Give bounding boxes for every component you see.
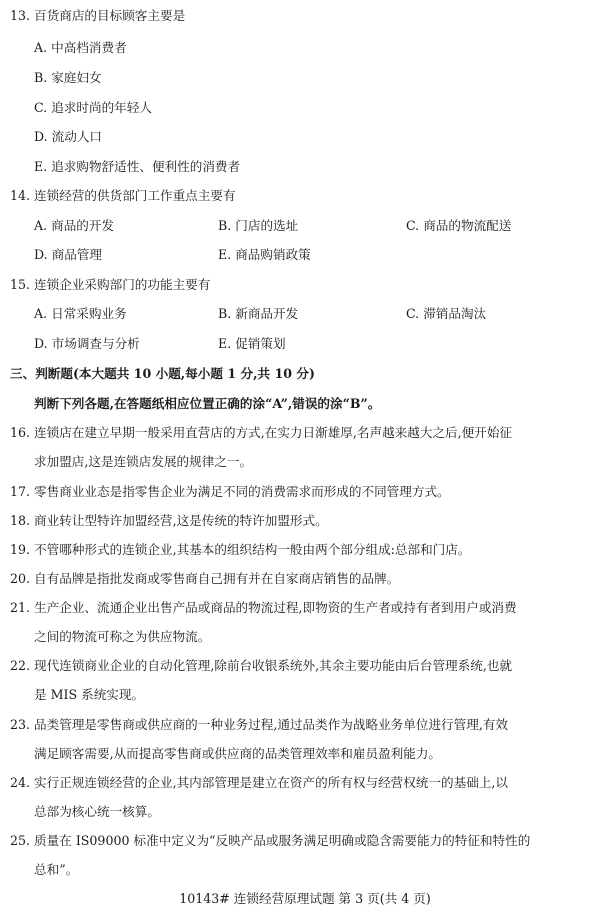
question-15-stem: 15. 连锁企业采购部门的功能主要有 [10,277,211,292]
question-25-line-1: 25. 质量在 IS09000 标准中定义为“反映产品或服务满足明确或隐含需要能力的特征和特性的 [10,833,531,848]
section-3-heading: 三、判断题(本大题共 10 小题,每小题 1 分,共 10 分) [10,366,315,381]
question-21-line-1: 21. 生产企业、流通企业出售产品或商品的物流过程,即物资的生产者或持有者到用户或消费 [10,600,517,615]
question-13-option-c: C. 追求时尚的年轻人 [34,100,152,115]
question-14-option-d: D. 商品管理 [34,247,103,262]
question-21-line-2: 之间的物流可称之为供应物流。 [34,629,211,644]
question-13-option-a: A. 中高档消费者 [34,40,127,55]
question-16-line-1: 16. 连锁店在建立早期一般采用直营店的方式,在实力日渐雄厚,名声越来越大之后,便开始征 [10,425,513,440]
question-14-option-b: B. 门店的选址 [218,218,299,233]
question-13-option-b: B. 家庭妇女 [34,70,102,85]
question-16-line-2: 求加盟店,这是连锁店发展的规律之一。 [34,454,253,469]
question-20-line-1: 20. 自有品牌是指批发商或零售商自己拥有并在自家商店销售的品牌。 [10,571,400,586]
question-17-line-1: 17. 零售商业业态是指零售企业为满足不同的消费需求而形成的不同管理方式。 [10,484,450,499]
page-footer: 10143# 连锁经营原理试题 第 3 页(共 4 页) [179,891,431,906]
question-15-option-c: C. 滞销品淘汰 [406,306,487,321]
question-14-option-c: C. 商品的物流配送 [406,218,512,233]
question-14-option-e: E. 商品购销政策 [218,247,311,262]
question-14-option-a: A. 商品的开发 [34,218,115,233]
question-15-option-e: E. 促销策划 [218,336,286,351]
question-15-option-a: A. 日常采购业务 [34,306,127,321]
question-18-line-1: 18. 商业转让型特许加盟经营,这是传统的特许加盟形式。 [10,513,328,528]
question-23-line-1: 23. 品类管理是零售商或供应商的一种业务过程,通过品类作为战略业务单位进行管理,有效 [10,717,509,732]
question-15-option-b: B. 新商品开发 [218,306,299,321]
question-22-line-2: 是 MIS 系统实现。 [34,687,145,702]
question-23-line-2: 满足顾客需要,从而提高零售商或供应商的品类管理效率和雇员盈利能力。 [34,746,442,761]
question-15-option-d: D. 市场调查与分析 [34,336,140,351]
question-19-line-1: 19. 不管哪种形式的连锁企业,其基本的组织结构一般由两个部分组成:总部和门店。 [10,542,471,557]
question-14-stem: 14. 连锁经营的供货部门工作重点主要有 [10,188,236,203]
question-13-stem: 13. 百货商店的目标顾客主要是 [10,8,186,23]
question-24-line-2: 总部为核心统一核算。 [34,804,160,819]
section-3-instruction: 判断下列各题,在答题纸相应位置正确的涂“A”,错误的涂“B”。 [34,396,381,411]
question-22-line-1: 22. 现代连锁商业企业的自动化管理,除前台收银系统外,其余主要功能由后台管理系统,也就 [10,658,513,673]
question-13-option-d: D. 流动人口 [34,129,103,144]
question-13-option-e: E. 追求购物舒适性、便利性的消费者 [34,159,241,174]
question-25-line-2: 总和”。 [34,862,79,877]
question-24-line-1: 24. 实行正规连锁经营的企业,其内部管理是建立在资产的所有权与经营权统一的基础上,以 [10,775,509,790]
